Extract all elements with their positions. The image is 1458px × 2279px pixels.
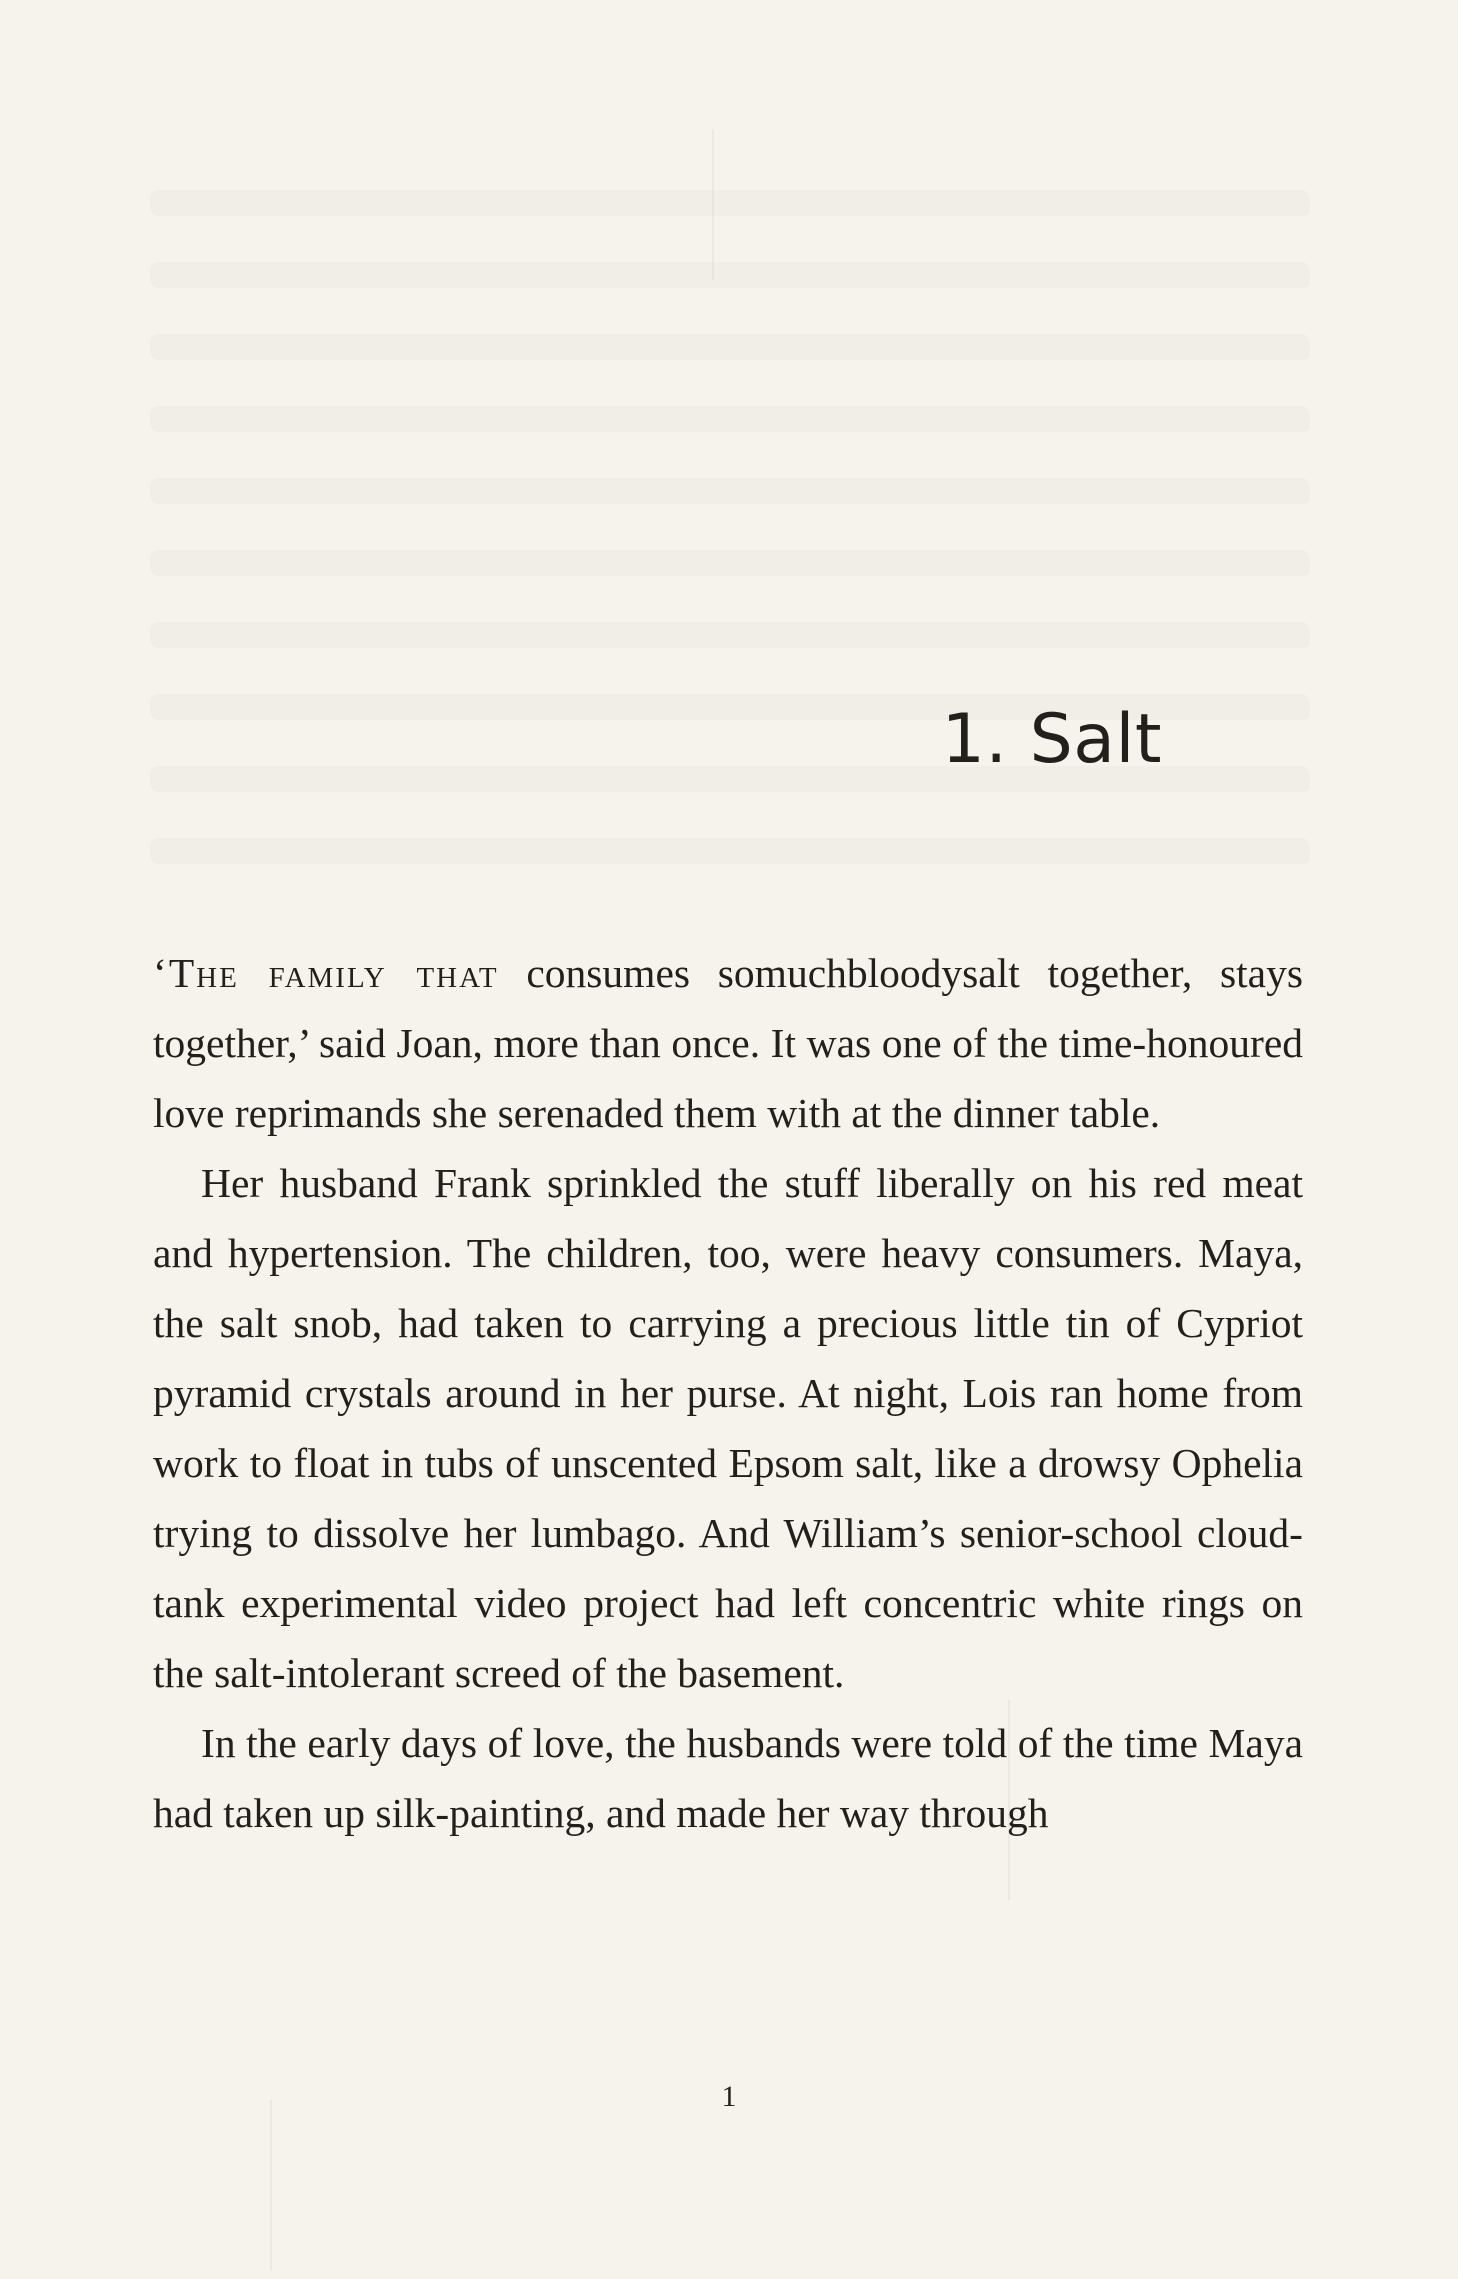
paper-crease bbox=[712, 130, 714, 280]
bleed-through-line bbox=[150, 550, 1310, 576]
opening-smallcaps: ‘The family that bbox=[153, 950, 499, 996]
paragraph-3: In the early days of love, the husbands were told of the time Maya had taken up silk-painting, and made her way through bbox=[153, 1720, 1303, 1836]
bleed-through-line bbox=[150, 478, 1310, 504]
bleed-through-line bbox=[150, 622, 1310, 648]
body-text bbox=[153, 938, 1303, 1848]
page-number: 1 bbox=[721, 2080, 737, 2113]
paper-crease bbox=[270, 2100, 272, 2270]
paragraph-2: Her husband Frank sprinkled the stuff liberally on his red meat and hypertension. The children, too, were heavy consumers. Maya, the salt snob, had taken to carrying a precious little tin of Cypriot pyramid crystals around in her purse. At night, Lois ran home from work to float in tubs of unscented Epsom salt, like a drowsy Ophelia trying to dissolve her lumbago. And William’s senior-school cloud-tank experimental video project had left concentric white rings on the salt-intolerant screed of the basement. bbox=[153, 1160, 1303, 1696]
bleed-through-line bbox=[150, 838, 1310, 864]
bleed-through-line bbox=[150, 262, 1310, 288]
paragraph-1-text: consumes somuchbloodysalt together, stays together,’ said Joan, more than once. It was one of the time-honoured love reprimands she serenaded them with at the dinner table. bbox=[153, 950, 1303, 1136]
bleed-through-line bbox=[150, 190, 1310, 216]
bleed-through-line bbox=[150, 334, 1310, 360]
paragraph-1 bbox=[153, 938, 1303, 1148]
bleed-through-line bbox=[150, 406, 1310, 432]
chapter-title: 1. Salt bbox=[941, 700, 1162, 779]
